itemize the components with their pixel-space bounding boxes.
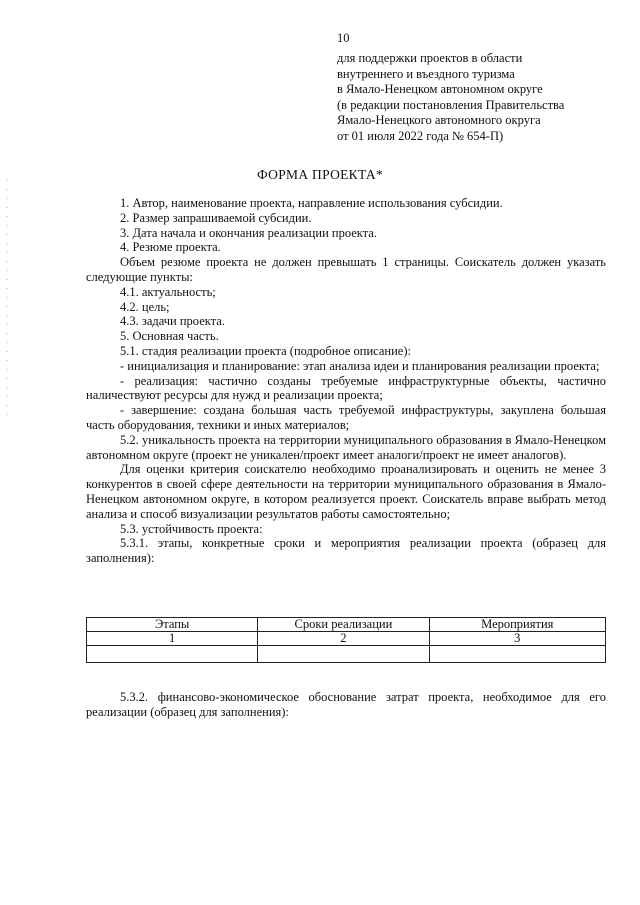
- appendix-header: [337, 51, 627, 145]
- list-item: 4.1. актуальность;: [120, 284, 216, 299]
- list-item: 1. Автор, наименование проекта, направление использования субсидии.: [120, 196, 503, 210]
- table-header-cell: Этапы: [87, 618, 258, 632]
- paragraph: - реализация: частично созданы требуемые инфраструктурные объекты, частично наличествуют ресурсы для нужд и реализации проекта;: [86, 373, 606, 403]
- table-header-cell: Мероприятия: [429, 618, 605, 632]
- header-line: (в редакции постановления Правительства: [337, 97, 565, 112]
- list-item: 2. Размер запрашиваемой субсидии.: [120, 210, 312, 225]
- table-cell: [429, 646, 605, 663]
- paragraph: Объем резюме проекта не должен превышать 1 страницы. Соискатель должен указать следующие пункты:: [86, 255, 606, 284]
- paragraph: 5.2. уникальность проекта на территории муниципального образования в Ямало-Ненецком автономном округе (проект не уникален/проект имеет аналоги/проект не имеет аналогов).: [86, 432, 606, 462]
- header-line: в Ямало-Ненецком автономном округе: [337, 82, 543, 97]
- list-item: 4.2. цель;: [120, 299, 170, 314]
- table-cell: [87, 646, 258, 663]
- table-cell: [258, 646, 429, 663]
- page-number: 10: [337, 31, 350, 45]
- stages-table: [86, 617, 606, 663]
- form-title: ФОРМА ПРОЕКТА*: [257, 167, 383, 182]
- table-header-cell: Сроки реализации: [258, 618, 429, 632]
- table-cell: 1: [87, 632, 258, 646]
- scan-margin-marks: [6, 180, 8, 420]
- list-item: 4. Резюме проекта.: [120, 240, 221, 255]
- paragraph: 5.3.2. финансово-экономическое обоснование затрат проекта, необходимое для его реализации (образец для заполнения):: [86, 690, 606, 719]
- table-row: [87, 646, 606, 663]
- after-table-text: [86, 690, 606, 720]
- list-item: 5.1. стадия реализации проекта (подробное описание):: [120, 343, 411, 358]
- list-item: 3. Дата начала и окончания реализации проекта.: [120, 225, 377, 240]
- header-line: внутреннего и въездного туризма: [337, 66, 515, 81]
- table-row: [87, 632, 606, 646]
- form-body: [86, 196, 606, 566]
- stages-table-wrap: [86, 617, 606, 663]
- paragraph: - завершение: создана большая часть требуемой инфраструктуры, закуплена большая часть оборудования, техники и иных материалов;: [86, 403, 606, 432]
- paragraph: 5.3.1. этапы, конкретные сроки и мероприятия реализации проекта (образец для заполнения):: [86, 536, 606, 566]
- header-line: от 01 июля 2022 года № 654-П): [337, 128, 504, 143]
- paragraph: - инициализация и планирование: этап анализа идеи и планирования реализации проекта;: [120, 358, 600, 373]
- header-line: для поддержки проектов в области: [337, 51, 523, 65]
- list-item: 5.3. устойчивость проекта:: [120, 521, 263, 536]
- list-item: 4.3. задачи проекта.: [120, 314, 225, 329]
- table-header-row: [87, 618, 606, 632]
- paragraph: Для оценки критерия соискателю необходимо проанализировать и оценить не менее 3 конкурентов в своей сфере деятельности на территории муниципального образования в Ямало-Ненецком автономном округе, в котором реализуется проект. Соискатель вправе выбрать метод анализа и способ визуализации результатов работы самостоятельно;: [86, 462, 606, 521]
- list-item: 5. Основная часть.: [120, 329, 219, 344]
- table-cell: 3: [429, 632, 605, 646]
- table-cell: 2: [258, 632, 429, 646]
- header-line: Ямало-Ненецкого автономного округа: [337, 113, 541, 128]
